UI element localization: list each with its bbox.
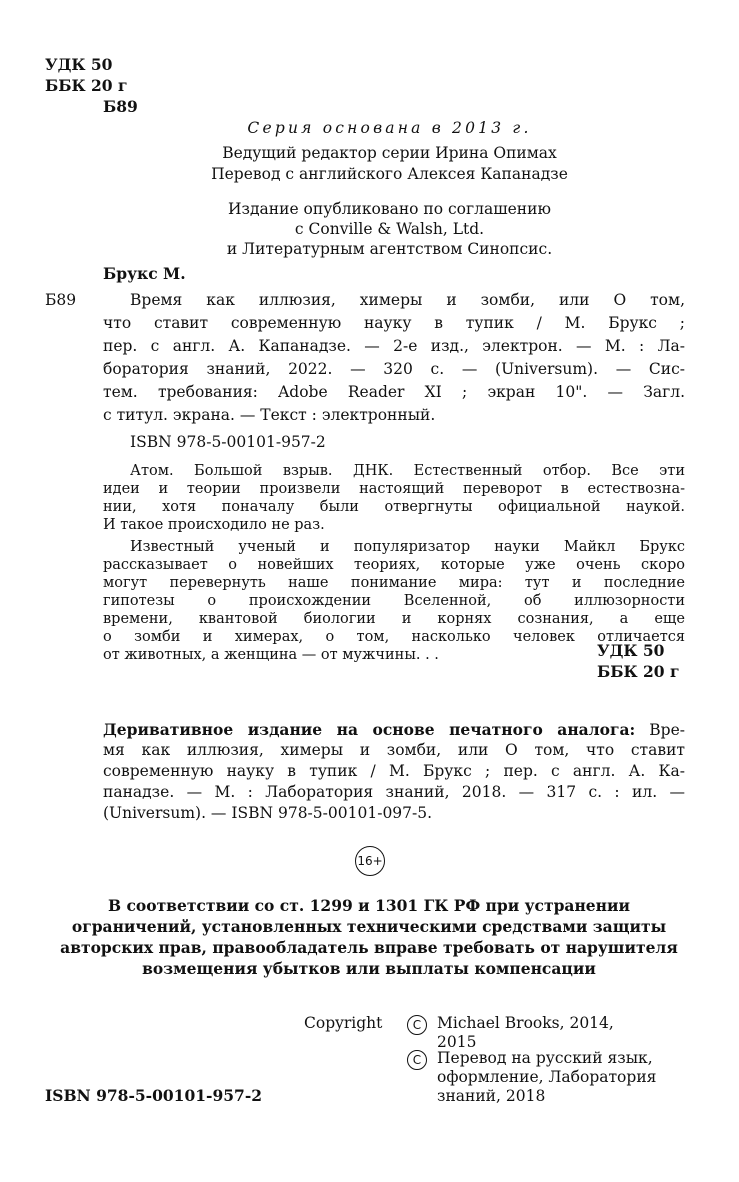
annotation-line: Атом. Большой взрыв. ДНК. Естественный отбор. Все эти xyxy=(130,463,685,479)
derivative-line: современную науку в тупик / М. Брукс ; пер. с англ. А. Ка- xyxy=(103,762,685,780)
record-line: что ставит современную науку в тупик / М. Брукс ; xyxy=(103,314,685,332)
copyright-line: Перевод на русский язык, xyxy=(437,1049,653,1067)
footer-udk-code: УДК 50 xyxy=(597,641,665,660)
copyright-line: Michael Brooks, 2014, xyxy=(437,1014,614,1032)
annotation-line: могут перевернуть наше понимание мира: тут и последние xyxy=(103,575,685,591)
record-line: боратория знаний, 2022. — 320 с. — (Universum). — Сис- xyxy=(103,360,685,378)
annotation-line: идеи и теории произвели настоящий переворот в естествозна- xyxy=(103,481,685,497)
udk-code: УДК 50 xyxy=(45,55,113,74)
series-founded: Серия основана в 2013 г. xyxy=(247,119,532,137)
age-rating-badge: 16+ xyxy=(355,846,385,876)
annotation-line: Известный ученый и популяризатор науки Майкл Брукс xyxy=(130,539,685,555)
author-code: Б89 xyxy=(103,97,138,116)
record-line: тем. требования: Adobe Reader XI ; экран 10". — Загл. xyxy=(103,383,685,401)
copyright-label: Copyright xyxy=(304,1014,383,1032)
agreement-line: с Conville & Walsh, Ltd. xyxy=(294,220,485,238)
bbk-code: ББК 20 г xyxy=(45,76,128,95)
legal-line: возмещения убытков или выплаты компенсации xyxy=(142,959,596,978)
copyright-line: знаний, 2018 xyxy=(437,1087,546,1105)
copyright-line: оформление, Лаборатория xyxy=(437,1068,657,1086)
legal-line: авторских прав, правообладатель вправе требовать от нарушителя xyxy=(60,938,678,957)
derivative-lead: Деривативное издание на основе печатного аналога: xyxy=(103,720,636,739)
legal-line: В соответствии со ст. 1299 и 1301 ГК РФ при устранении xyxy=(107,896,631,915)
copyright-line: 2015 xyxy=(437,1033,477,1051)
record-line: с титул. экрана. — Текст : электронный. xyxy=(103,406,436,424)
derivative-line: мя как иллюзия, химеры и зомби, или О том, что ставит xyxy=(103,741,685,759)
legal-line: ограничений, установленных техническими средствами защиты xyxy=(71,917,667,936)
annotation-line: рассказывает о новейших теориях, которые уже очень скоро xyxy=(103,557,685,573)
derivative-line xyxy=(103,720,685,740)
annotation-line: времени, квантовой биологии и корнях сознания, а еще xyxy=(103,611,685,627)
author-name: Брукс М. xyxy=(103,264,186,283)
bottom-isbn: ISBN 978-5-00101-957-2 xyxy=(45,1086,263,1105)
annotation-line: о зомби и химерах, о том, насколько человек отличается xyxy=(103,629,685,645)
record-line: Время как иллюзия, химеры и зомби, или О том, xyxy=(130,291,685,309)
agreement-line: и Литературным агентством Синопсис. xyxy=(226,240,553,258)
derivative-first-rest: Вре- xyxy=(635,721,686,739)
annotation-line: нии, хотя поначалу были отвергнуты официальной наукой. xyxy=(103,499,685,515)
series-editor: Ведущий редактор серии Ирина Опимах xyxy=(222,144,557,162)
record-isbn: ISBN 978-5-00101-957-2 xyxy=(130,433,326,451)
record-line: пер. с англ. А. Капанадзе. — 2-е изд., электрон. — М. : Ла- xyxy=(103,337,685,355)
derivative-line: (Universum). — ISBN 978-5-00101-097-5. xyxy=(103,804,433,822)
annotation-line: гипотезы о происхождении Вселенной, об иллюзорности xyxy=(103,593,685,609)
record-code: Б89 xyxy=(45,291,77,309)
copyright-icon: C xyxy=(407,1050,427,1070)
annotation-line: от животных, а женщина — от мужчины. . . xyxy=(103,647,439,663)
annotation-line: И такое происходило не раз. xyxy=(103,517,325,533)
translator-credit: Перевод с английского Алексея Капанадзе xyxy=(211,165,568,183)
agreement-line: Издание опубликовано по соглашению xyxy=(228,200,551,218)
footer-bbk-code: ББК 20 г xyxy=(597,662,680,681)
derivative-line: панадзе. — М. : Лаборатория знаний, 2018. — 317 с. : ил. — xyxy=(103,783,685,801)
copyright-icon: C xyxy=(407,1015,427,1035)
